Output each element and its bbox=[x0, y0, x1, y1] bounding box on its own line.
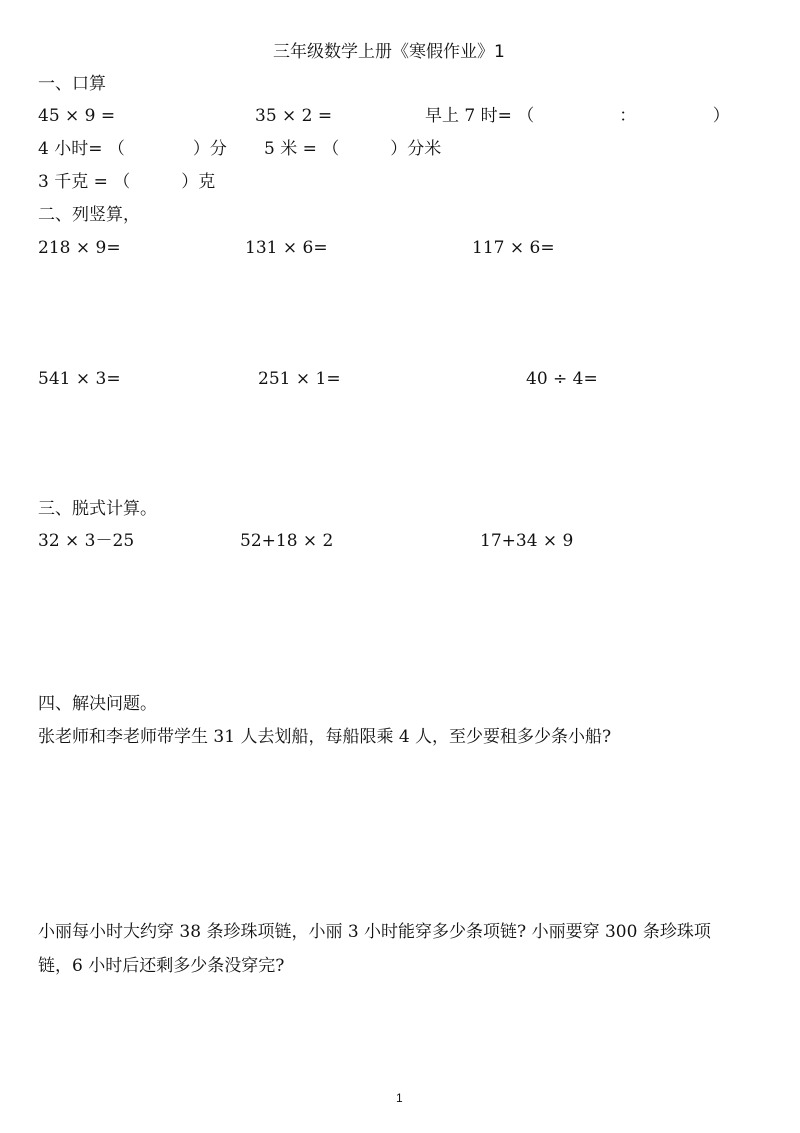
word-problem-1: 张老师和李老师带学生 31 人去划船，每船限乘 4 人，至少要租多少条小船? bbox=[38, 727, 612, 747]
stepwise-calc-item: 32 × 3－25 bbox=[38, 531, 135, 551]
oral-calc-item: 35 × 2 = bbox=[255, 106, 333, 126]
oral-calc-item: 45 × 9 = bbox=[38, 106, 116, 126]
vertical-calc-item: 251 × 1= bbox=[258, 369, 341, 389]
page-title: 三年级数学上册《寒假作业》1 bbox=[273, 42, 505, 62]
section-2-heading: 二、列竖算， bbox=[38, 205, 140, 225]
oral-calc-item: 早上 7 时= （ ： ） bbox=[425, 106, 730, 126]
word-problem-2-line-2: 链，6 小时后还剩多少条没穿完? bbox=[38, 956, 285, 976]
page-number: 1 bbox=[396, 1091, 403, 1105]
stepwise-calc-item: 17+34 × 9 bbox=[480, 531, 574, 551]
oral-calc-item: 4 小时= （ ）分 bbox=[38, 139, 227, 159]
section-4-heading: 四、解决问题。 bbox=[38, 694, 157, 714]
section-3-heading: 三、脱式计算。 bbox=[38, 499, 157, 519]
vertical-calc-item: 541 × 3= bbox=[38, 369, 121, 389]
stepwise-calc-item: 52+18 × 2 bbox=[240, 531, 334, 551]
oral-calc-item: 3 千克 = （ ）克 bbox=[38, 172, 216, 192]
vertical-calc-item: 40 ÷ 4= bbox=[526, 369, 598, 389]
vertical-calc-item: 117 × 6= bbox=[472, 238, 555, 258]
section-1-heading: 一、口算 bbox=[38, 74, 106, 94]
word-problem-2-line-1: 小丽每小时大约穿 38 条珍珠项链，小丽 3 小时能穿多少条项链? 小丽要穿 300 条珍珠项 bbox=[38, 922, 711, 942]
oral-calc-item: 5 米 = （ ）分米 bbox=[264, 139, 442, 159]
vertical-calc-item: 218 × 9= bbox=[38, 238, 121, 258]
vertical-calc-item: 131 × 6= bbox=[245, 238, 328, 258]
